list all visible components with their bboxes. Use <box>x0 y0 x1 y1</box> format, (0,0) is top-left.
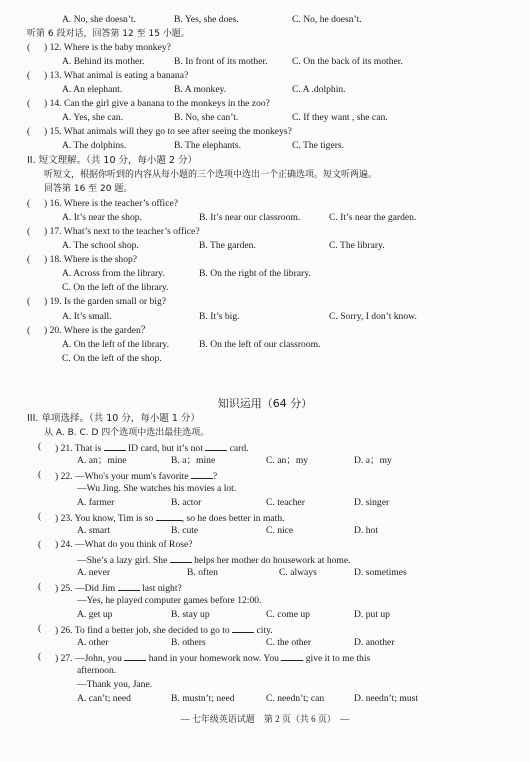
question-26 <box>0 622 530 636</box>
option-d: D. put up <box>354 609 390 620</box>
option-row-24 <box>0 566 530 580</box>
option-c: C. A .dolphin. <box>292 84 346 95</box>
answer-paren: ( <box>38 511 42 522</box>
option-a: A. An elephant. <box>62 84 123 95</box>
option-c: C. come up <box>266 609 310 620</box>
option-a: A. other <box>77 637 109 648</box>
option-a: A. The dolphins. <box>62 140 127 151</box>
question-25 <box>0 580 530 594</box>
option-b: B. cute <box>171 525 199 536</box>
option-a: A. Across from the library. <box>62 268 165 279</box>
option-a: A. The school shop. <box>62 240 139 251</box>
question-15 <box>0 125 530 139</box>
question-18 <box>0 253 530 267</box>
blank <box>118 580 140 591</box>
question-stem: ) 21. That is ID card, but it’s not card. <box>55 440 249 456</box>
option-b: B. On the right of the library. <box>199 268 311 279</box>
option-c: C. an；my <box>266 455 309 466</box>
answer-paren: ( <box>27 70 31 81</box>
knowledge-title: 知识运用（64 分） <box>217 397 313 410</box>
question-17 <box>0 225 530 239</box>
question-stem: ) 20. Where is the garden？ <box>44 325 151 336</box>
option-c: C. nice <box>266 525 294 536</box>
option-row-19 <box>0 310 530 324</box>
question-24 <box>0 538 530 552</box>
option-row-16 <box>0 211 530 225</box>
option-row-23 <box>0 524 530 538</box>
option-row-27 <box>0 692 530 706</box>
blank <box>232 622 254 633</box>
option-c: C. It’s near the garden. <box>329 212 417 223</box>
answer-paren: ( <box>27 254 31 265</box>
option-row-18 <box>0 267 530 281</box>
answer-paren: ( <box>27 42 31 53</box>
option-b: B. A monkey. <box>174 84 227 95</box>
option-c: C. always <box>279 567 317 578</box>
option-b: B. No, she can’t. <box>174 112 239 123</box>
option-row-18b <box>0 281 530 295</box>
option-c: C. The library. <box>329 240 385 251</box>
option-c: C. If they want , she can. <box>292 112 388 123</box>
blank <box>170 552 192 563</box>
option-d: D. a；my <box>354 455 392 466</box>
section-3-instruction: 从 A. B. C. D 四个选项中选出最佳选项。 <box>44 428 210 438</box>
option-b: B. stay up <box>171 609 210 620</box>
option-a: A. farmer <box>77 497 115 508</box>
option-c: C. On the back of its mother. <box>292 56 403 67</box>
answer-paren: ( <box>27 98 31 109</box>
option-a: A. No, she doesn’t. <box>62 14 136 25</box>
option-b: B. In front of its mother. <box>174 56 268 67</box>
section-3-title: III. 单项选择。（共 10 分，每小题 1 分） <box>27 413 200 424</box>
question-22 <box>0 468 530 482</box>
option-b: B. actor <box>171 497 202 508</box>
question-stem: ) 18. Where is the shop? <box>44 254 138 265</box>
answer-paren: ( <box>27 296 31 307</box>
option-b: B. The elephants. <box>174 140 241 151</box>
option-a: A. Behind its mother. <box>62 56 145 67</box>
option-b: B. others <box>171 637 206 648</box>
option-b: B. It’s big. <box>199 311 240 322</box>
option-d: D. sometimes <box>354 567 407 578</box>
answer-paren: ( <box>38 539 42 550</box>
option-row-21 <box>0 454 530 468</box>
question-24-line2: —She’s a lazy girl. She helps her mother do housework at home. <box>0 552 530 566</box>
question-stem: ) 27. —John, you hand in your homework now. You give it to me this <box>55 650 370 666</box>
question-21 <box>0 440 530 454</box>
question-stem: ) 23. You know, Tim is so , so he does better in math. <box>55 510 285 526</box>
option-a: A. Yes, she can. <box>62 112 124 123</box>
option-a: A. smart <box>77 525 111 536</box>
question-19 <box>0 295 530 309</box>
answer-paren: ( <box>38 581 42 592</box>
option-d: D. needn’t; must <box>354 693 419 704</box>
option-d: D. hot <box>354 525 378 536</box>
answer-paren: ( <box>38 623 42 634</box>
option-b: B. It’s near our classroom. <box>199 212 301 223</box>
question-27-line2: afternoon. <box>77 665 117 676</box>
question-stem: ) 22. —Who's your mum's favorite ? <box>55 468 217 484</box>
option-b: B. On the left of our classroom. <box>199 339 321 350</box>
question-stem: ) 24. —What do you think of Rose? <box>55 539 193 550</box>
option-c: C. On the left of the shop. <box>62 353 162 364</box>
option-row-15 <box>0 139 530 153</box>
option-row-25 <box>0 608 530 622</box>
question-stem: ) 19. Is the garden small or big? <box>44 296 167 307</box>
blank <box>205 440 227 451</box>
option-a: A. can’t; need <box>77 693 131 704</box>
page-footer: — 七年级英语试题 第 2 页（共 6 页） — <box>180 714 350 724</box>
question-22-line2: —Wu Jing. She watches his movies a lot. <box>77 483 237 494</box>
answer-paren: ( <box>27 325 31 336</box>
section-2-title: II. 短文理解。（共 10 分，每小题 2 分） <box>27 155 198 166</box>
question-stem: ) 17. What’s next to the teacher’s office? <box>44 226 200 237</box>
answer-paren: ( <box>38 469 42 480</box>
option-c: C. The tigers. <box>292 140 345 151</box>
blank <box>104 440 126 451</box>
option-c: C. No, he doesn’t. <box>292 14 362 25</box>
option-a: A. never <box>77 567 111 578</box>
question-27 <box>0 650 530 664</box>
question-13 <box>0 69 530 83</box>
section-2-instruction: 听短文，根据你听到的内容从每小题的三个选项中选出一个正确选项。短文听两遍。 <box>44 170 378 180</box>
option-c: C. needn’t; can <box>266 693 325 704</box>
question-stem: ) 16. Where is the teacher’s office? <box>44 198 178 209</box>
question-stem: ) 14. Can the girl give a banana to the monkeys in the zoo? <box>44 98 270 109</box>
part6-instruction: 听第 6 段对话，回答第 12 至 15 小题。 <box>27 29 190 39</box>
option-c: C. teacher <box>266 497 305 508</box>
blank <box>281 650 303 661</box>
question-25-line2: —Yes, he played computer games before 12:00. <box>77 595 262 606</box>
answer-paren: ( <box>27 198 31 209</box>
question-12 <box>0 41 530 55</box>
answer-paren: ( <box>27 226 31 237</box>
option-b: B. The garden. <box>199 240 256 251</box>
option-a: A. an；mine <box>77 455 127 466</box>
option-row-13 <box>0 83 530 97</box>
option-row-17 <box>0 239 530 253</box>
option-a: A. On the left of the library. <box>62 339 170 350</box>
section-2-instruction-2: 回答第 16 至 20 题。 <box>44 184 133 194</box>
option-row-11 <box>0 13 530 27</box>
option-d: D. singer <box>354 497 390 508</box>
answer-paren: ( <box>38 441 42 452</box>
blank <box>124 650 146 661</box>
question-stem: ) 25. —Did Jim last night? <box>55 580 182 596</box>
question-23 <box>0 510 530 524</box>
answer-paren: ( <box>27 126 31 137</box>
option-b: B. a；mine <box>171 455 216 466</box>
option-b: B. often <box>187 567 218 578</box>
option-a: A. It’s small. <box>62 311 112 322</box>
question-stem: ) 26. To find a better job, she decided to go to city. <box>55 622 273 638</box>
blank <box>156 510 182 521</box>
option-c: C. On the left of the library. <box>62 282 169 293</box>
question-stem: ) 13. What animal is eating a banana? <box>44 70 189 81</box>
question-20 <box>0 324 530 338</box>
option-row-12 <box>0 55 530 69</box>
question-14 <box>0 97 530 111</box>
question-stem: ) 15. What animals will they go to see after seeing the monkeys? <box>44 126 292 137</box>
option-row-20 <box>0 338 530 352</box>
option-c: C. the other <box>266 637 312 648</box>
option-row-14 <box>0 111 530 125</box>
option-c: C. Sorry, I don’t know. <box>329 311 417 322</box>
option-b: B. mustn’t; need <box>171 693 235 704</box>
blank <box>191 468 213 479</box>
question-27-line3: —Thank you, Jane. <box>77 679 153 690</box>
option-row-20b <box>0 352 530 366</box>
option-b: B. Yes, she does. <box>174 14 239 25</box>
answer-paren: ( <box>38 651 42 662</box>
question-16 <box>0 197 530 211</box>
option-a: A. get up <box>77 609 113 620</box>
option-row-26 <box>0 636 530 650</box>
question-stem: ) 12. Where is the baby monkey? <box>44 42 171 53</box>
option-row-22 <box>0 496 530 510</box>
option-a: A. It’s near the shop. <box>62 212 142 223</box>
option-d: D. another <box>354 637 395 648</box>
